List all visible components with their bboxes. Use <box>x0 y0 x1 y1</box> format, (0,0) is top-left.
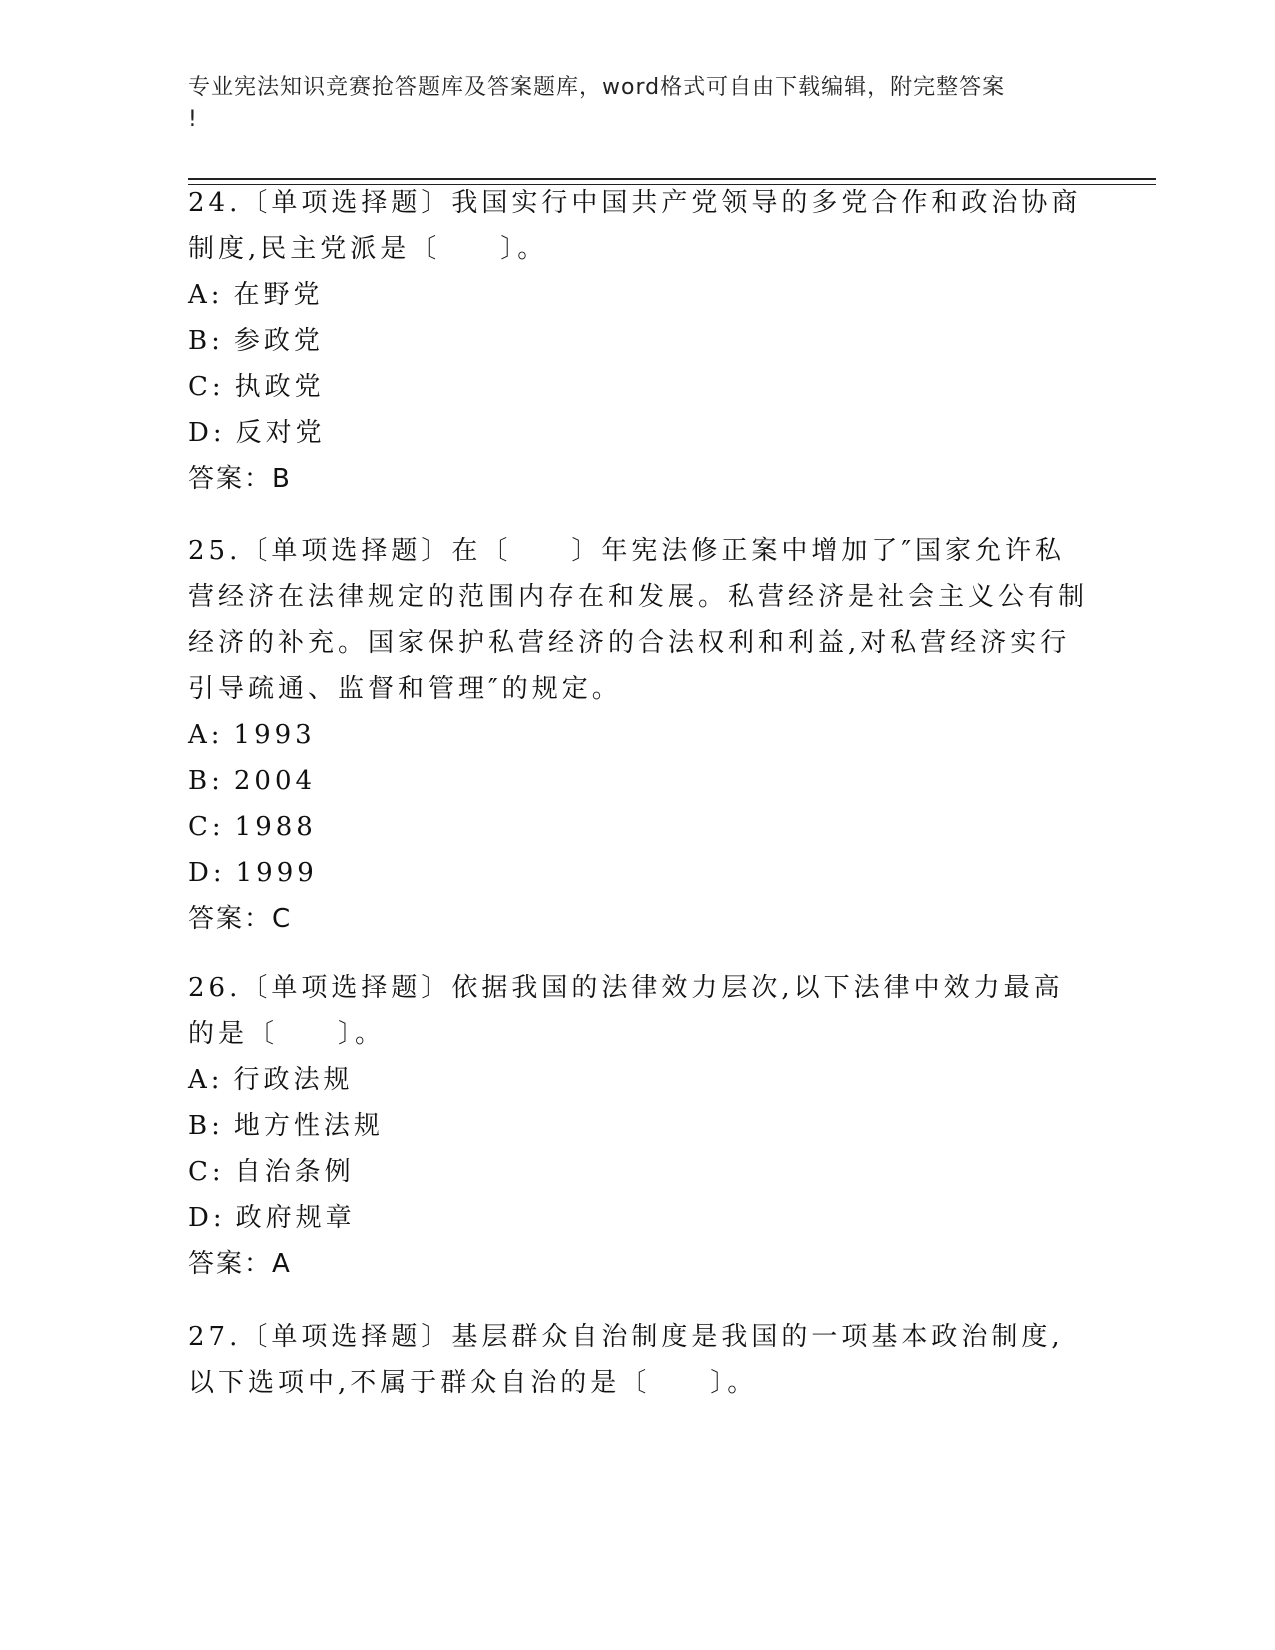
document-header <box>188 72 1068 136</box>
option-b: B: 参政党 <box>188 326 324 356</box>
option-a: A: 1993 <box>188 720 316 750</box>
question-26 <box>188 965 1088 1287</box>
header-title: 专业宪法知识竞赛抢答题库及答案题库，word格式可自由下载编辑，附完整答案 <box>188 75 1006 100</box>
question-27 <box>188 1314 1088 1406</box>
question-24 <box>188 180 1088 502</box>
question-text: 24.〔单项选择题〕我国实行中国共产党领导的多党合作和政治协商制度,民主党派是〔 〕。 <box>188 188 1082 264</box>
question-text: 26.〔单项选择题〕依据我国的法律效力层次,以下法律中效力最高的是〔 〕。 <box>188 973 1064 1049</box>
question-25 <box>188 528 1088 942</box>
option-d: D: 反对党 <box>188 418 326 448</box>
question-text: 27.〔单项选择题〕基层群众自治制度是我国的一项基本政治制度,以下选项中,不属于群众自治的是〔 〕。 <box>188 1322 1064 1398</box>
option-a: A: 在野党 <box>188 280 324 310</box>
option-a: A: 行政法规 <box>188 1065 354 1095</box>
option-c: C: 1988 <box>188 812 317 842</box>
option-c: C: 自治条例 <box>188 1157 355 1187</box>
option-c: C: 执政党 <box>188 372 325 402</box>
answer: 答案：A <box>188 1249 292 1279</box>
question-text: 25.〔单项选择题〕在〔 〕年宪法修正案中增加了″国家允许私营经济在法律规定的范围内存在和发展。私营经济是社会主义公有制经济的补充。国家保护私营经济的合法权利和利益,对私营经济实行引导疏通、监督和管理″的规定。 <box>188 536 1089 704</box>
option-b: B: 2004 <box>188 766 317 796</box>
option-d: D: 政府规章 <box>188 1203 356 1233</box>
answer: 答案：B <box>188 464 292 494</box>
answer: 答案：C <box>188 904 293 934</box>
option-b: B: 地方性法规 <box>188 1111 384 1141</box>
header-title-continuation: ! <box>188 107 198 132</box>
option-d: D: 1999 <box>188 858 318 888</box>
